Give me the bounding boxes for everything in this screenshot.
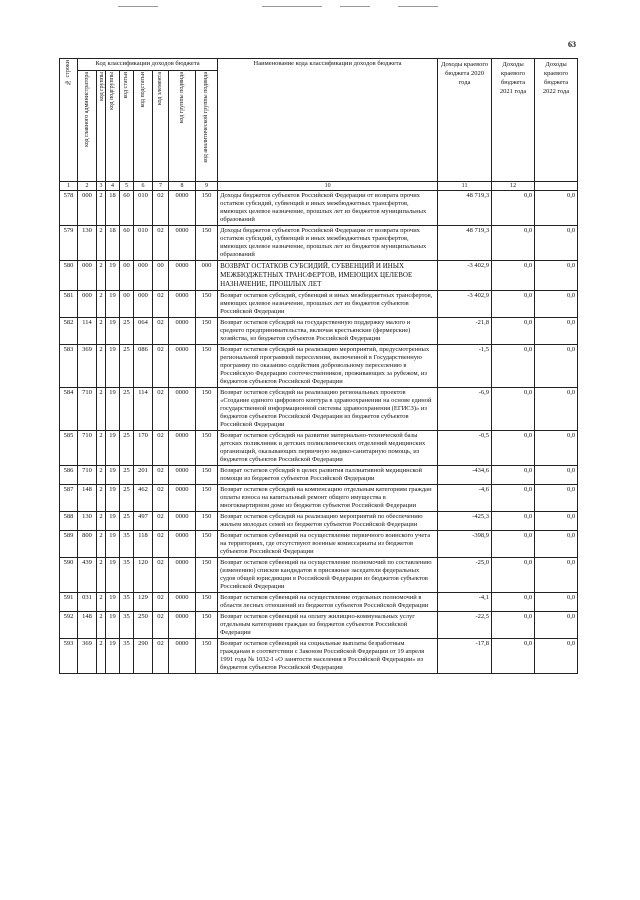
subarticle-code-cell: 000: [134, 291, 153, 318]
amount-2022-cell: 0,0: [535, 466, 578, 485]
element-code-cell: 00: [153, 261, 169, 291]
analytic-group-code-cell: 150: [196, 318, 218, 345]
element-code-header: код элемента: [153, 71, 169, 182]
element-code-cell: 02: [153, 466, 169, 485]
group-code-cell: 2: [97, 558, 106, 593]
subarticle-code-cell: 010: [134, 226, 153, 261]
group-code-cell: 2: [97, 318, 106, 345]
scan-mark: [118, 6, 158, 7]
table-row: [60, 485, 578, 512]
article-code-cell: 25: [120, 485, 134, 512]
element-code-cell: 02: [153, 531, 169, 558]
table-row: [60, 639, 578, 674]
subarticle-code-cell: 064: [134, 318, 153, 345]
amount-2021-cell: 0,0: [492, 291, 535, 318]
subgroup-code-cell: 19: [106, 431, 120, 466]
article-code-cell: 35: [120, 558, 134, 593]
subgroup-code-cell: 19: [106, 318, 120, 345]
amount-2022-cell: 0,0: [535, 318, 578, 345]
row-number-cell: 586: [60, 466, 78, 485]
revenue-name-cell: ВОЗВРАТ ОСТАТКОВ СУБСИДИЙ, СУБВЕНЦИЙ И ИНЫХ МЕЖБЮДЖЕТНЫХ ТРАНСФЕРТОВ, ИМЕЮЩИХ ЦЕЛЕВОЕ НАЗНАЧЕНИЕ, ПРОШЛЫХ ЛЕТ: [218, 261, 438, 291]
element-code-cell: 02: [153, 431, 169, 466]
column-number: [535, 182, 578, 191]
group-code-header: код группы: [97, 71, 106, 182]
article-code-cell: 25: [120, 431, 134, 466]
column-number: 11: [438, 182, 492, 191]
admin-code-cell: 710: [78, 466, 97, 485]
revenue-name-cell: Доходы бюджетов субъектов Российской Федерации от возврата прочих остатков субсидий, субвенций и иных межбюджетных трансфертов, имеющих целевое назначение, прошлых лет из бюджетов муниципальных образований: [218, 226, 438, 261]
row-number-cell: 585: [60, 431, 78, 466]
group-code-cell: 2: [97, 191, 106, 226]
revenue-name-cell: Возврат остатков субвенций на осуществление первичного воинского учета на территориях, где отсутствуют военные комиссариаты из бюджетов субъектов Российской Федерации: [218, 531, 438, 558]
subtype-group-code-header: код группы подвида: [169, 71, 196, 182]
subarticle-code-cell: 170: [134, 431, 153, 466]
scan-mark: [398, 6, 438, 7]
column-number: 12: [492, 182, 535, 191]
article-code-cell: 25: [120, 466, 134, 485]
revenue-name-cell: Возврат остатков субвенций на оплату жилищно-коммунальных услуг отдельным категориям граждан из бюджетов субъектов Российской Федерации: [218, 612, 438, 639]
amount-2020-cell: -0,5: [438, 431, 492, 466]
analytic-group-code-cell: 150: [196, 388, 218, 431]
row-number-cell: 589: [60, 531, 78, 558]
group-code-cell: 2: [97, 291, 106, 318]
amount-2020-cell: -425,3: [438, 512, 492, 531]
row-number-cell: 583: [60, 345, 78, 388]
column-number: 3: [97, 182, 106, 191]
subgroup-code-cell: 19: [106, 612, 120, 639]
column-number: 4: [106, 182, 120, 191]
subgroup-code-cell: 19: [106, 531, 120, 558]
subarticle-code-cell: 114: [134, 388, 153, 431]
article-code-cell: 35: [120, 639, 134, 674]
subgroup-code-cell: 19: [106, 261, 120, 291]
element-code-cell: 02: [153, 485, 169, 512]
revenue-name-cell: Возврат остатков субвенций на осуществление полномочий по составлению (изменению) списков кандидатов в присяжные заседатели федеральных судов общей юрисдикции в Российской Федерации из бюджетов субъектов Российской Федерации: [218, 558, 438, 593]
revenue-name-cell: Возврат остатков субвенций на осуществление отдельных полномочий в области лесных отношений из бюджетов субъектов Российской Федерации: [218, 593, 438, 612]
amount-2022-cell: 0,0: [535, 388, 578, 431]
column-number: 8: [169, 182, 196, 191]
revenue-name-cell: Возврат остатков субсидий на государственную поддержку малого и среднего предпринимательства, включая крестьянские (фермерские) хозяйства, из бюджетов субъектов Российской Федерации: [218, 318, 438, 345]
subtype-group-code-cell: 0000: [169, 388, 196, 431]
amount-2020-cell: 48 719,3: [438, 191, 492, 226]
subgroup-code-cell: 19: [106, 512, 120, 531]
article-code-cell: 60: [120, 226, 134, 261]
subarticle-code-cell: 000: [134, 261, 153, 291]
element-code-cell: 02: [153, 639, 169, 674]
subgroup-code-cell: 19: [106, 291, 120, 318]
subarticle-code-header: код подстатьи: [134, 71, 153, 182]
amount-2021-cell: 0,0: [492, 431, 535, 466]
subgroup-code-cell: 19: [106, 466, 120, 485]
admin-code-header: код главного администратора: [78, 71, 97, 182]
subarticle-code-cell: 290: [134, 639, 153, 674]
subtype-group-code-cell: 0000: [169, 512, 196, 531]
table-row: [60, 318, 578, 345]
table-row: [60, 466, 578, 485]
admin-code-cell: 130: [78, 512, 97, 531]
subtype-group-code-cell: 0000: [169, 318, 196, 345]
subtype-group-code-cell: 0000: [169, 291, 196, 318]
article-code-cell: 35: [120, 531, 134, 558]
row-number-cell: 581: [60, 291, 78, 318]
subgroup-code-cell: 19: [106, 345, 120, 388]
analytic-group-code-cell: 150: [196, 593, 218, 612]
amount-2022-header: Доходы краевого бюджета 2022 года: [535, 59, 578, 182]
table-row: [60, 345, 578, 388]
amount-2021-cell: 0,0: [492, 485, 535, 512]
analytic-group-code-cell: 150: [196, 291, 218, 318]
row-number-cell: 578: [60, 191, 78, 226]
amount-2021-cell: 0,0: [492, 318, 535, 345]
amount-2020-cell: -4,1: [438, 593, 492, 612]
element-code-cell: 02: [153, 593, 169, 612]
subgroup-code-cell: 19: [106, 593, 120, 612]
amount-2022-cell: 0,0: [535, 261, 578, 291]
analytic-group-code-cell: 150: [196, 558, 218, 593]
budget-revenue-table: [59, 58, 578, 674]
name-header: Наименование кода классификации доходов бюджета: [218, 59, 438, 182]
amount-2021-cell: 0,0: [492, 558, 535, 593]
revenue-name-cell: Возврат остатков субсидий, субвенций и иных межбюджетных трансфертов, имеющих целевое назначение, прошлых лет из бюджетов субъектов Российской Федерации: [218, 291, 438, 318]
group-code-cell: 2: [97, 388, 106, 431]
row-number-cell: 580: [60, 261, 78, 291]
row-number-cell: 593: [60, 639, 78, 674]
amount-2021-cell: 0,0: [492, 512, 535, 531]
element-code-cell: 02: [153, 226, 169, 261]
revenue-name-cell: Возврат остатков субсидий на реализацию мероприятий по обеспечению жильем молодых семей из бюджетов субъектов Российской Федерации: [218, 512, 438, 531]
subtype-group-code-cell: 0000: [169, 485, 196, 512]
analytic-group-code-cell: 000: [196, 261, 218, 291]
amount-2021-cell: 0,0: [492, 531, 535, 558]
amount-2021-header: Доходы краевого бюджета 2021 года: [492, 59, 535, 182]
amount-2022-cell: 0,0: [535, 485, 578, 512]
revenue-name-cell: Доходы бюджетов субъектов Российской Федерации от возврата прочих остатков субсидий, субвенций и иных межбюджетных трансфертов, имеющих целевое назначение, прошлых лет из бюджетов муниципальных образований: [218, 191, 438, 226]
admin-code-cell: 130: [78, 226, 97, 261]
subgroup-code-header: код подгруппы: [106, 71, 120, 182]
amount-2020-cell: -6,9: [438, 388, 492, 431]
column-number: 10: [218, 182, 438, 191]
table-row: [60, 531, 578, 558]
element-code-cell: 02: [153, 558, 169, 593]
table-row: [60, 291, 578, 318]
subtype-group-code-cell: 0000: [169, 612, 196, 639]
column-numbers-row: [60, 182, 578, 191]
code-group-header: Код классификации доходов бюджета: [78, 59, 218, 71]
admin-code-cell: 800: [78, 531, 97, 558]
subgroup-code-cell: 18: [106, 191, 120, 226]
amount-2020-cell: -3 402,9: [438, 291, 492, 318]
subtype-group-code-cell: 0000: [169, 261, 196, 291]
group-code-cell: 2: [97, 639, 106, 674]
analytic-group-code-cell: 150: [196, 226, 218, 261]
subarticle-code-cell: 201: [134, 466, 153, 485]
subarticle-code-cell: 086: [134, 345, 153, 388]
amount-2021-cell: 0,0: [492, 612, 535, 639]
column-number: 7: [153, 182, 169, 191]
page-number: 63: [568, 40, 576, 49]
article-code-cell: 00: [120, 261, 134, 291]
amount-2022-cell: 0,0: [535, 226, 578, 261]
article-code-cell: 25: [120, 345, 134, 388]
analytic-group-code-cell: 150: [196, 431, 218, 466]
admin-code-cell: 148: [78, 612, 97, 639]
amount-2020-cell: -21,8: [438, 318, 492, 345]
group-code-cell: 2: [97, 261, 106, 291]
subarticle-code-cell: 250: [134, 612, 153, 639]
amount-2020-cell: -22,5: [438, 612, 492, 639]
group-code-cell: 2: [97, 345, 106, 388]
amount-2021-cell: 0,0: [492, 261, 535, 291]
element-code-cell: 02: [153, 512, 169, 531]
column-number: 6: [134, 182, 153, 191]
scan-mark: [262, 6, 322, 7]
column-number: 5: [120, 182, 134, 191]
table-row: [60, 191, 578, 226]
article-code-header: код статьи: [120, 71, 134, 182]
column-number: 9: [196, 182, 218, 191]
admin-code-cell: 148: [78, 485, 97, 512]
subgroup-code-cell: 19: [106, 388, 120, 431]
amount-2020-cell: -3 402,9: [438, 261, 492, 291]
amount-2020-cell: -1,5: [438, 345, 492, 388]
amount-2022-cell: 0,0: [535, 345, 578, 388]
element-code-cell: 02: [153, 345, 169, 388]
amount-2020-header: Доходы краевого бюджета 2020 года: [438, 59, 492, 182]
element-code-cell: 02: [153, 388, 169, 431]
row-number-cell: 590: [60, 558, 78, 593]
table-row: [60, 593, 578, 612]
subtype-group-code-cell: 0000: [169, 431, 196, 466]
amount-2021-cell: 0,0: [492, 191, 535, 226]
row-number-cell: 582: [60, 318, 78, 345]
amount-2020-cell: -434,6: [438, 466, 492, 485]
analytic-group-code-cell: 150: [196, 639, 218, 674]
amount-2022-cell: 0,0: [535, 291, 578, 318]
row-number-header: № строки: [60, 59, 78, 182]
group-code-cell: 2: [97, 612, 106, 639]
amount-2022-cell: 0,0: [535, 191, 578, 226]
article-code-cell: 35: [120, 612, 134, 639]
amount-2022-cell: 0,0: [535, 431, 578, 466]
admin-code-cell: 114: [78, 318, 97, 345]
subtype-group-code-cell: 0000: [169, 226, 196, 261]
admin-code-cell: 710: [78, 388, 97, 431]
article-code-cell: 25: [120, 512, 134, 531]
column-number: 2: [78, 182, 97, 191]
analytic-group-code-cell: 150: [196, 612, 218, 639]
subarticle-code-cell: 010: [134, 191, 153, 226]
table-row: [60, 612, 578, 639]
admin-code-cell: 369: [78, 345, 97, 388]
group-code-cell: 2: [97, 226, 106, 261]
row-number-cell: 584: [60, 388, 78, 431]
revenue-name-cell: Возврат остатков субсидий на развитие материально-технической базы детских поликлиник и детских поликлинических отделений медицинских организаций, оказывающих первичную медико-санитарную помощь, из бюджетов субъектов Российской Федерации: [218, 431, 438, 466]
amount-2022-cell: 0,0: [535, 512, 578, 531]
subgroup-code-cell: 18: [106, 226, 120, 261]
group-code-cell: 2: [97, 512, 106, 531]
amount-2021-cell: 0,0: [492, 639, 535, 674]
group-code-cell: 2: [97, 593, 106, 612]
amount-2022-cell: 0,0: [535, 639, 578, 674]
article-code-cell: 35: [120, 593, 134, 612]
subtype-group-code-cell: 0000: [169, 558, 196, 593]
group-code-cell: 2: [97, 485, 106, 512]
revenue-name-cell: Возврат остатков субсидий в целях развития паллиативной медицинской помощи из бюджетов субъектов Российской Федерации: [218, 466, 438, 485]
element-code-cell: 02: [153, 291, 169, 318]
group-code-cell: 2: [97, 531, 106, 558]
amount-2022-cell: 0,0: [535, 593, 578, 612]
analytic-group-code-cell: 150: [196, 466, 218, 485]
revenue-name-cell: Возврат остатков субвенций на социальные выплаты безработным гражданам в соответствии с Законом Российской Федерации от 19 апреля 1991 года № 1032-I «О занятости населения в Российской Федерации» из бюджетов субъектов Российской Федерации: [218, 639, 438, 674]
amount-2020-cell: -25,0: [438, 558, 492, 593]
amount-2020-cell: -4,6: [438, 485, 492, 512]
table-row: [60, 388, 578, 431]
amount-2020-cell: 48 719,3: [438, 226, 492, 261]
analytic-group-code-header: код аналитической группы подвида: [196, 71, 218, 182]
element-code-cell: 02: [153, 318, 169, 345]
row-number-cell: 592: [60, 612, 78, 639]
row-number-cell: 591: [60, 593, 78, 612]
subtype-group-code-cell: 0000: [169, 466, 196, 485]
scan-mark: [340, 6, 370, 7]
table-body: [60, 191, 578, 674]
admin-code-cell: 031: [78, 593, 97, 612]
row-number-cell: 579: [60, 226, 78, 261]
subarticle-code-cell: 129: [134, 593, 153, 612]
subtype-group-code-cell: 0000: [169, 345, 196, 388]
amount-2021-cell: 0,0: [492, 593, 535, 612]
table-row: [60, 431, 578, 466]
revenue-name-cell: Возврат остатков субсидий на компенсацию отдельным категориям граждан оплаты взноса на капитальный ремонт общего имущества в многоквартирном доме из бюджетов субъектов Российской Федерации: [218, 485, 438, 512]
subtype-group-code-cell: 0000: [169, 593, 196, 612]
table-row: [60, 261, 578, 291]
subarticle-code-cell: 118: [134, 531, 153, 558]
column-number: 1: [60, 182, 78, 191]
subarticle-code-cell: 462: [134, 485, 153, 512]
admin-code-cell: 710: [78, 431, 97, 466]
row-number-cell: 588: [60, 512, 78, 531]
amount-2021-cell: 0,0: [492, 466, 535, 485]
group-code-cell: 2: [97, 431, 106, 466]
group-code-cell: 2: [97, 466, 106, 485]
amount-2021-cell: 0,0: [492, 226, 535, 261]
amount-2022-cell: 0,0: [535, 612, 578, 639]
article-code-cell: 60: [120, 191, 134, 226]
revenue-name-cell: Возврат остатков субсидий на реализацию региональных проектов «Создание единого цифрового контура в здравоохранении на основе единой государственной информационной системы здравоохранения (ЕГИСЗ)» из бюджетов субъектов Российской Федерации из бюджетов субъектов Российской Федерации: [218, 388, 438, 431]
table-row: [60, 512, 578, 531]
analytic-group-code-cell: 150: [196, 191, 218, 226]
subarticle-code-cell: 497: [134, 512, 153, 531]
subtype-group-code-cell: 0000: [169, 191, 196, 226]
analytic-group-code-cell: 150: [196, 485, 218, 512]
analytic-group-code-cell: 150: [196, 531, 218, 558]
element-code-cell: 02: [153, 612, 169, 639]
subgroup-code-cell: 19: [106, 485, 120, 512]
amount-2022-cell: 0,0: [535, 531, 578, 558]
amount-2020-cell: -398,9: [438, 531, 492, 558]
table-row: [60, 226, 578, 261]
amount-2021-cell: 0,0: [492, 345, 535, 388]
revenue-name-cell: Возврат остатков субсидий на реализацию мероприятий, предусмотренных региональной программой переселения, включенной в Государственную программу по оказанию содействия добровольному переселению в Российскую Федерацию соотечественников, проживающих за рубежом, из бюджетов субъектов Российской Федерации: [218, 345, 438, 388]
admin-code-cell: 000: [78, 261, 97, 291]
subgroup-code-cell: 19: [106, 558, 120, 593]
subtype-group-code-cell: 0000: [169, 639, 196, 674]
admin-code-cell: 000: [78, 291, 97, 318]
subgroup-code-cell: 19: [106, 639, 120, 674]
article-code-cell: 25: [120, 318, 134, 345]
analytic-group-code-cell: 150: [196, 512, 218, 531]
subtype-group-code-cell: 0000: [169, 531, 196, 558]
element-code-cell: 02: [153, 191, 169, 226]
admin-code-cell: 439: [78, 558, 97, 593]
analytic-group-code-cell: 150: [196, 345, 218, 388]
article-code-cell: 00: [120, 291, 134, 318]
row-number-cell: 587: [60, 485, 78, 512]
amount-2021-cell: 0,0: [492, 388, 535, 431]
subarticle-code-cell: 120: [134, 558, 153, 593]
admin-code-cell: 369: [78, 639, 97, 674]
admin-code-cell: 000: [78, 191, 97, 226]
table-row: [60, 558, 578, 593]
amount-2022-cell: 0,0: [535, 558, 578, 593]
amount-2020-cell: -17,8: [438, 639, 492, 674]
article-code-cell: 25: [120, 388, 134, 431]
